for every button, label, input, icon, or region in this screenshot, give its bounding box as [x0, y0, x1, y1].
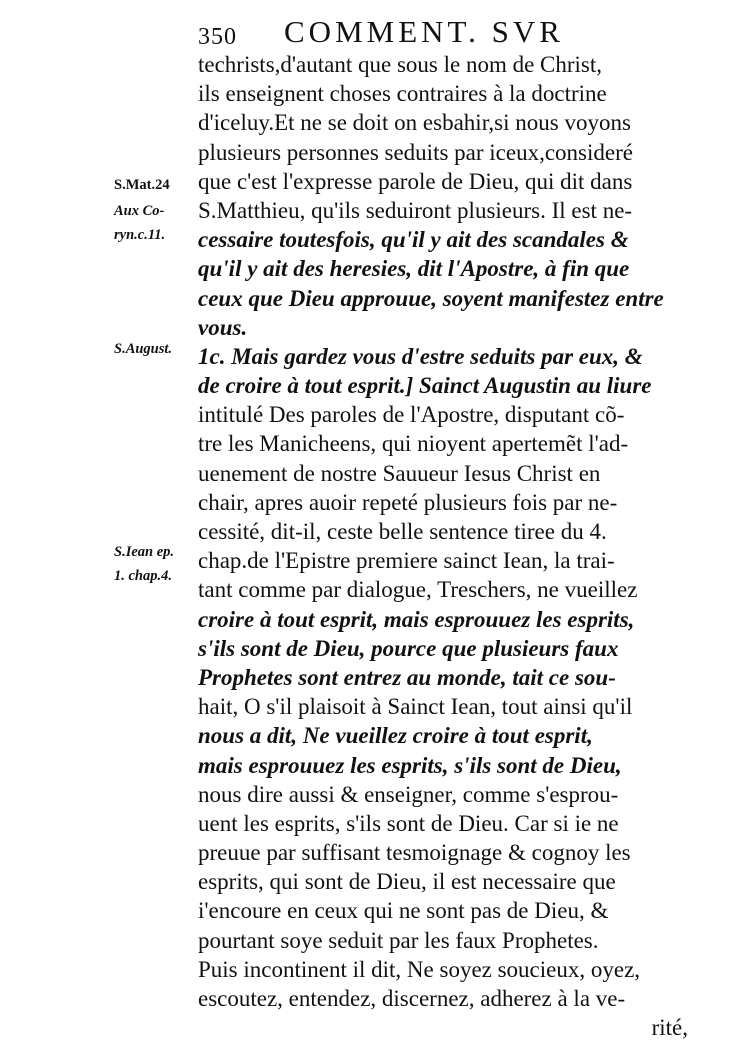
margin-note-corinthians: Aux Co- — [114, 203, 165, 219]
text-line: preuue par suffisant tesmoignage & cognoy les — [198, 840, 631, 866]
text-line: uent les esprits, s'ils sont de Dieu. Car si ie ne — [198, 810, 619, 836]
text-line: de croire à tout esprit.] Sainct Augustin au liure — [198, 373, 652, 399]
text-line: mais esprouuez les esprits, s'ils sont de Dieu, — [198, 752, 622, 778]
margin-note-john-epistle: S.Iean ep. — [114, 544, 175, 560]
text-line: vous. — [198, 314, 248, 340]
running-title: COMMENT. SVR — [284, 14, 564, 49]
text-line: techrists,d'autant que sous le nom de Christ, — [198, 52, 603, 77]
text-line: croire à tout esprit, mais esprouuez les esprits, — [198, 606, 635, 632]
text-line: d'iceluy.Et ne se doit on esbahir,si nous voyons — [198, 110, 631, 136]
text-line: chair, apres auoir repeté plusieurs fois par ne- — [198, 489, 618, 515]
text-line: i'encoure en ceux qui ne sont pas de Dieu, & — [198, 898, 609, 924]
text-line: tant comme par dialogue, Treschers, ne vueillez — [198, 577, 638, 603]
page-number: 350 — [198, 24, 237, 50]
text-line: ceux que Dieu approuue, soyent manifestez entre — [198, 285, 664, 311]
text-line: pourtant soye seduit par les faux Prophetes. — [198, 927, 599, 953]
text-line: que c'est l'expresse parole de Dieu, qui dit dans — [198, 168, 633, 194]
text-line: escoutez, entendez, discernez, adherez à la ve- — [198, 986, 626, 1011]
page-header — [198, 14, 698, 50]
margin-note-matthew: S.Mat.24 — [114, 177, 170, 193]
text-line: chap.de l'Epistre premiere sainct Iean, la trai- — [198, 548, 615, 574]
text-line: s'ils sont de Dieu, pource que plusieurs faux — [198, 635, 619, 661]
text-line: Prophetes sont entrez au monde, tait ce sou- — [198, 664, 616, 690]
body-text — [198, 50, 688, 1042]
text-line: rité, — [651, 1015, 688, 1041]
text-line: cessaire toutesfois, qu'il y ait des scandales & — [198, 227, 629, 253]
text-line: tre les Manicheens, qui nioyent apertemẽt l'ad- — [198, 431, 629, 457]
text-line: esprits, qui sont de Dieu, il est necessaire que — [198, 869, 616, 895]
text-line: Puis incontinent il dit, Ne soyez soucieux, oyez, — [198, 956, 641, 982]
text-line: hait, O s'il plaisoit à Sainct Iean, tout ainsi qu'il — [198, 694, 633, 720]
text-line: nous dire aussi & enseigner, comme s'esprou- — [198, 781, 619, 807]
text-line: qu'il y ait des heresies, dit l'Apostre, à fin que — [198, 256, 630, 282]
text-line: cessité, dit-il, ceste belle sentence tiree du 4. — [198, 519, 607, 544]
text-line: ils enseignent choses contraires à la doctrine — [198, 81, 607, 107]
text-line: 1c. Mais gardez vous d'estre seduits par eux, & — [198, 343, 643, 369]
text-line: intitulé Des paroles de l'Apostre, disputant cõ- — [198, 402, 625, 428]
text-line: plusieurs personnes seduits par iceux,consideré — [198, 139, 633, 165]
margin-note-chapter: ryn.c.11. — [114, 227, 166, 243]
text-line: S.Matthieu, qu'ils seduiront plusieurs. Il est ne- — [198, 197, 633, 223]
text-line: nous a dit, Ne vueillez croire à tout esprit, — [198, 723, 593, 749]
text-line: uenement de nostre Sauueur Iesus Christ en — [198, 460, 601, 486]
margin-note-john-chapter: 1. chap.4. — [114, 568, 172, 584]
margin-note-augustine: S.August. — [114, 341, 173, 357]
